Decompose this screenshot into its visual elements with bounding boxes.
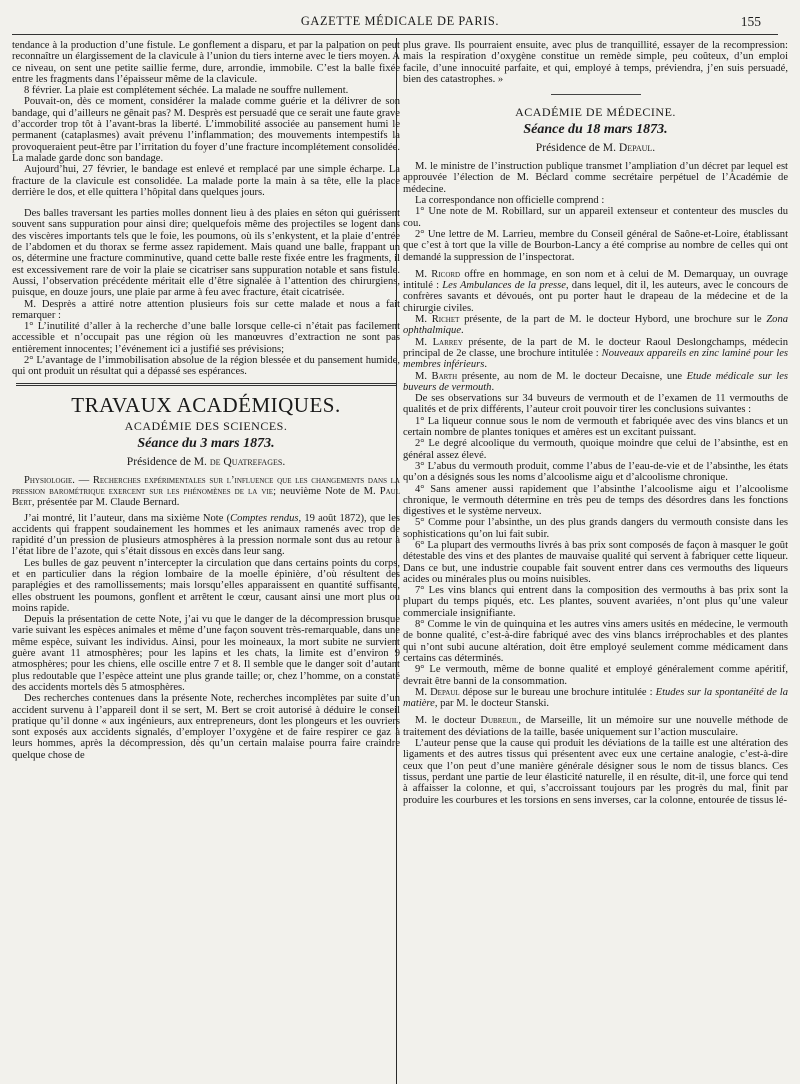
journal-ref: Comptes rendus — [230, 512, 299, 524]
conclusion-item: 9° Le vermouth, même de bonne qualité et employé généralement comme apéritif, devrait être banni de la consommation. — [403, 664, 788, 687]
running-title: GAZETTE MÉDICALE DE PARIS. — [300, 14, 500, 28]
book-title: Nouveaux appareils en zinc laminé pour les membres inférieurs — [403, 347, 788, 371]
paragraph: De ses observations sur 34 buveurs de vermouth et de l’examen de 11 vermouths de qualités et de prix différents, l’auteur croit pouvoir tirer les conclusions suivantes : — [403, 393, 788, 416]
paragraph: M. Depaul dépose sur le bureau une brochure intitulée : Etudes sur la spontanéité de la matière, par M. le docteur Stanski. — [403, 686, 788, 710]
president-name: de Quatrefages. — [209, 454, 286, 468]
person-name: Dubreuil — [480, 715, 519, 727]
session-date: Séance du 3 mars 1873. — [137, 435, 275, 451]
page-number: 155 — [740, 14, 761, 29]
paragraph: M. le docteur Dubreuil, de Marseille, lit un mémoire sur une nouvelle méthode de traitement des déviations de la taille, basée uniquement sur l’action musculaire. — [403, 715, 788, 738]
paragraph: 1° Une note de M. Robillard, sur un appareil extenseur et contenteur des muscles du cou. — [403, 206, 788, 229]
conclusion-item: 1° La liqueur connue sous le nom de vermouth et fabriquée avec des vins blancs et un certain nombre de plantes toniques et amères est un excitant puissant. — [403, 415, 788, 439]
conclusion-item: 3° L’abus du vermouth produit, comme l’abus de l’eau-de-vie et de l’absinthe, les états qu’on a désignés sous les noms d’alcoolisme aigu et d’alcoolisme chronique. — [403, 460, 788, 484]
paragraph: Depuis la présentation de cette Note, j’ai vu que le danger de la décompression brusque varie suivant les espèces animales et même d’une façon souvent très-remarquable, dans une même espèce, suivant les individus. Ainsi, pour les moineaux, la mort subite ne survient guère avant 11 atmosphères; pour les lapins et les chats, la limite est d’environ 9 atmosphères; pour les chiens, elle oscille entre 7 et 8. Il semble que le danger soit d’autant plus redoutable que l’espèce atteint une plus grande taille; or, chez l’homme, on a constaté des accidents mortels dès 5 atmosphères. — [12, 614, 400, 693]
paragraph: Des balles traversant les parties molles donnent lieu à des plaies en séton qui guérissent souvent sans suppuration pour ainsi dire; quelquefois même des projectiles se logent dans des viscères importants tels que le foie, les poumons, où ils s’enkystent, et la plaie d’entrée de l’abdomen et du thorax se ferme assez rapidement. Mais quand une balle, frappant un os, détermine une fracture comminutive, quand cette balle reste fixée entre les fragments, il est excessivement rare de voir la plaie se cicatriser sans suppuration notable et sans fistule. Aussi, l’observation précédente méritait elle d’être signalée à l’attention des chirurgiens, puisque, en douze jours, une plaie par arme à feu avec fracture, était cicatrisée. — [12, 208, 400, 299]
paragraph: La correspondance non officielle comprend : — [415, 195, 605, 207]
paragraph: M. le ministre de l’instruction publique transmet l’ampliation d’un décret par lequel est approuvée l’élection de M. Béclard comme secrétaire perpétuel de l’Académie de médecine. — [403, 161, 788, 195]
presidency-prefix: Présidence de M. — [126, 454, 207, 468]
paragraph: L’auteur pense que la cause qui produit les déviations de la taille est une altération des ligaments et des autres tissus qui présentent avec eux une certaine analogie, c’est-à-dire ceux que l’on peut d’une manière générale désigner sous le nom de tissus blancs. Ces tissus, perdant une partie de leur élasticité naturelle, il en résulte, dit-il, une force qui tend à affaisser la colonne, et qui, s’accroissant toujours par les progrès du mal, finit par produire les courbures et les torsions en sens inverses, car la colonne, entourée de tissus lé- — [403, 738, 788, 806]
conclusion-item: 8° Comme le vin de quinquina et les autres vins amers usités en médecine, le vermouth de bonne qualité, c’est-à-dire fabriqué avec des vins blancs irréprochables et des plantes qui n’ont subi aucune altération, doit être employé seulement comme médicament dans certains cas déterminés. — [403, 619, 788, 664]
paragraph: tendance à la production d’une fistule. Le gonflement a disparu, et par la palpation on peut reconnaître un élargissement de la clavicule à l’union du tiers interne avec le tiers moyen. A ce niveau, on sent une petite saillie ferme, dure, arrondie, immobile. C’est la balle fixée entre les fragments dans l’épaisseur même de la clavicule. — [12, 40, 400, 85]
person-name: Richet — [431, 314, 460, 326]
author-name: Paul Bert — [12, 485, 400, 509]
section-title: TRAVAUX ACADÉMIQUES. — [71, 392, 341, 417]
conclusion-item: 2° Le degré alcoolique du vermouth, quoique moindre que celui de l’absinthe, est en général assez élevé. — [403, 438, 788, 461]
conclusion-item: 5° Comme pour l’absinthe, un des plus grands dangers du vermouth consiste dans les sophistications qu’on lui fait subir. — [403, 517, 788, 540]
book-title: Etude médicale sur les buveurs de vermouth — [403, 370, 788, 393]
presidency — [12, 454, 400, 469]
paragraph: 8 février. La plaie est complétement séchée. La malade ne souffre nullement. — [24, 85, 349, 97]
paragraph: Aujourd’hui, 27 février, le bandage est enlevé et remplacé par une simple écharpe. La fracture de la clavicule est consolidée. La malade porte la main à sa tête, elle la place derrière le dos, et elle quittera l’hôpital dans quelques jours. — [12, 164, 400, 198]
paragraph: M. Richet présente, de la part de M. le docteur Hybord, une brochure sur le Zona ophthalmique. — [403, 314, 788, 337]
section-rule — [16, 383, 396, 386]
person-name: Ricord — [431, 268, 461, 280]
article-title: — Recherches expérimentales sur l’influence que les changements dans la pression barométrique exercent sur les phénomènes de la vie; — [12, 474, 400, 497]
academy-heading: ACADÉMIE DE MÉDECINE. — [515, 105, 676, 120]
person-name: Barth — [431, 370, 458, 382]
paragraph: Des recherches contenues dans la présente Note, recherches incomplètes par suite d’un accident survenu à l’appareil dont il se sert, M. Bert se croit autorisé à déduire le conseil pratique qu’il donne « aux ingénieurs, aux entrepreneurs, dont les plongeurs et les ouvriers sont exposés aux accidents signalés, d’employer l’oxygène et de faire respirer ce gaz à leurs hommes, après la décompression, dès qu’un certain malaise pourra faire craindre quelque chose de — [12, 693, 400, 761]
section-rule — [551, 94, 641, 95]
book-title: Les Ambulances de la presse — [442, 280, 566, 292]
paragraph: plus grave. Ils pourraient ensuite, avec plus de tranquillité, essayer de la recompression: mais la respiration d’oxygène constitue un remède simple, peu coûteux, d’un emploi facile, d’une innocuité parfaite, et qui, employé à temps, préviendra, j’en suis persuadé, bien des catastrophes. » — [403, 40, 788, 85]
book-title: Zona ophthalmique — [403, 314, 788, 337]
conclusion-item: 4° Sans amener aussi rapidement que l’absinthe l’alcoolisme aigu et l’alcoolisme chronique, le vermouth détermine en très peu de temps des désordres dans les fonctions digestives et le système nerveux. — [403, 483, 788, 518]
conclusion-item: 6° La plupart des vermouths livrés à bas prix sont composés de façon à masquer le goût détestable des vins et des plantes de mauvaise qualité qui servent à fabriquer cette liqueur. Dans ce but, une industrie coupable fait souvent entrer dans ces vermouths des liqueurs acides ou minérales plus ou moins nuisibles. — [403, 539, 788, 585]
rubric-label: Physiologie. — [24, 474, 75, 486]
right-column — [403, 40, 788, 1084]
conclusion-item: 7° Les vins blancs qui entrent dans la composition des vermouths à bas prix sont la plupart du temps piqués, etc. Les plantes, souvent avariées, n’ont plus qu’une valeur commerciale insignifiante. — [403, 585, 788, 619]
paragraph: Pouvait-on, dès ce moment, considérer la malade comme guérie et la délivrer de son bandage, qui d’ailleurs ne gênait pas? M. Desprès est persuadé que ce serait une faute grave d’accorder trop tôt à l’avant-bras la liberté. L’immobilité associée au pansement humi le permanent (cataplasmes) avait prévenu l’inflammation; des mouvements intempestifs la provoqueraient peut-être par l’irritation du foyer d’une fracture incomplétement consolidée. La malade garde donc son bandage. — [12, 96, 400, 164]
paragraph: 2° L’avantage de l’immobilisation absolue de la région blessée et du pansement humide, qui ont produit un résultat qui a dépassé ses espérances. — [12, 355, 400, 378]
paragraph: M. Larrey présente, de la part de M. le docteur Raoul Deslongchamps, médecin principal de 2e classe, une brochure intitulée : Nouveaux appareils en zinc laminé pour les membres inférieurs. — [403, 336, 788, 371]
paragraph: Les bulles de gaz peuvent n’intercepter la circulation que dans certains points du corps, et en particulier dans la région lombaire de la moelle épinière, d’où résultent des paraplégies et des ramollissements; mais lorsqu’elles apparaissent en quantité suffisante, elles obstruent les poumons, gonflent et arrêtent le cœur, causant ainsi une mort plus ou moins rapide. — [12, 557, 400, 614]
session-date: Séance du 18 mars 1873. — [523, 122, 668, 138]
paragraph: 1° L’inutilité d’aller à la recherche d’une balle lorsque celle-ci n’était pas facilement accessible et n’occupait pas une région où les manœuvres d’extraction ne sont pas entièrement innocentes; l’événement ici a justifié ses prévisions; — [12, 321, 400, 355]
president-name: Depaul. — [618, 141, 656, 155]
person-name: Depaul — [430, 686, 460, 698]
paragraph: M. Ricord offre en hommage, en son nom et à celui de M. Demarquay, un ouvrage intitulé : Les Ambulances de la presse, dans lequel, dit il, les auteurs, avec le concours de confrères savants et dévoués, ont pu porter haut le drapeau de la médecine et de la chirurgie civiles. — [403, 268, 788, 314]
article-heading: Physiologie. — Recherches expérimentales sur l’influence que les changements dans la pression barométrique exercent sur les phénomènes de la vie; neuvième Note de M. Paul Bert, présentée par M. Claude Bernard. — [12, 474, 400, 509]
person-name: Larrey — [432, 336, 463, 348]
presidency: Présidence de M. Depaul. — [535, 141, 656, 155]
paragraph: M. Barth présente, au nom de M. le docteur Decaisne, une Etude médicale sur les buveurs de vermouth. — [403, 370, 788, 393]
left-column — [12, 40, 400, 1084]
page-header — [0, 6, 800, 34]
academy-heading: ACADÉMIE DES SCIENCES. — [124, 418, 288, 433]
book-title: Etudes sur la spontanéité de la matière — [403, 686, 788, 710]
paragraph: J’ai montré, lit l’auteur, dans ma sixième Note (Comptes rendus, 19 août 1872), que les accidents qui frappent soudainement les hommes et les animaux ramenés avec trop de rapidité d’un pression de plusieurs atmosphères à la pression normale sont dus au retour à l’état libre de l’azote, qui s’était dissous en excès dans leur sang. — [12, 512, 400, 558]
paragraph: M. Desprès a attiré notre attention plusieurs fois sur cette malade et nous a fait remarquer : — [12, 298, 400, 321]
header-rule — [12, 34, 778, 35]
paragraph: 2° Une lettre de M. Larrieu, membre du Conseil général de Saône-et-Loire, établissant que c’est à tort que la ville de Bourbon-Lancy a été comprise au nombre de celles qui ont demandé la suppression de l’inspectorat. — [403, 228, 788, 263]
